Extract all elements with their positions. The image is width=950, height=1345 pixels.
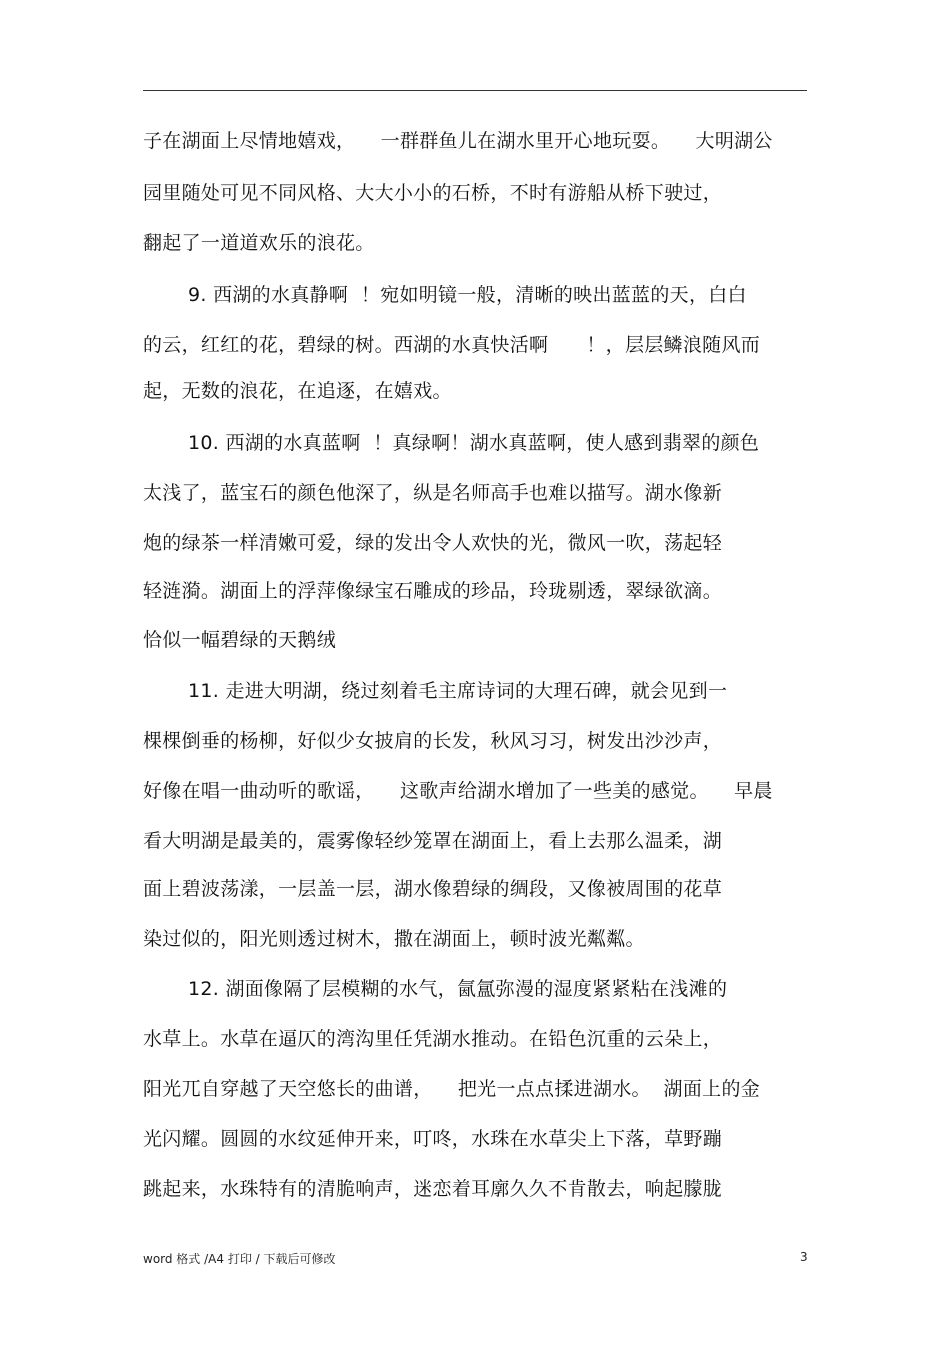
- text-line: 跳起来，水珠特有的清脆响声，迷恋着耳廓久久不肯散去，响起朦胧: [143, 1178, 723, 1200]
- text-line: 轻涟漪。湖面上的浮萍像绿宝石雕成的珍品，玲珑剔透，翠绿欲滴。: [143, 580, 723, 602]
- footer-note: word 格式 /A4 打印 / 下载后可修改: [143, 1252, 336, 1266]
- text-line: 面上碧波荡漾，一层盖一层，湖水像碧绿的绸段，又像被周围的花草: [143, 878, 723, 900]
- text-line: 看大明湖是最美的，震雾像轻纱笼罩在湖面上，看上去那么温柔，湖: [143, 830, 723, 852]
- text-line: 太浅了，蓝宝石的颜色他深了，纵是名师高手也难以描写。湖水像新: [143, 482, 723, 504]
- text-line: 染过似的，阳光则透过树木，撒在湖面上，顿时波光粼粼。: [143, 928, 645, 950]
- page-number: 3: [800, 1250, 808, 1264]
- text-line: 11. 走进大明湖，绕过刻着毛主席诗词的大理石碑，就会见到一: [188, 680, 728, 702]
- text-line: 的云，红红的花，碧绿的树。西湖的水真快活啊 ！，层层鳞浪随风而: [143, 334, 761, 356]
- text-line: 12. 湖面像隔了层模糊的水气，氤氲弥漫的湿度紧紧粘在浅滩的: [188, 978, 728, 1000]
- text-line: 园里随处可见不同风格、大大小小的石桥，不时有游船从桥下驶过，: [143, 182, 723, 204]
- text-line: 阳光兀自穿越了天空悠长的曲谱， 把光一点点揉进湖水。 湖面上的金: [143, 1078, 761, 1100]
- text-line: 子在湖面上尽情地嬉戏， 一群群鱼儿在湖水里开心地玩耍。 大明湖公: [143, 130, 773, 152]
- header-rule: [143, 90, 807, 91]
- text-line: 光闪耀。圆圆的水纹延伸开来，叮咚，水珠在水草尖上下落，草野蹦: [143, 1128, 723, 1150]
- text-line: 好像在唱一曲动听的歌谣， 这歌声给湖水增加了一些美的感觉。 早晨: [143, 780, 773, 802]
- text-line: 棵棵倒垂的杨柳，好似少女披肩的长发，秋风习习，树发出沙沙声，: [143, 730, 723, 752]
- text-line: 起，无数的浪花，在追逐，在嬉戏。: [143, 380, 452, 402]
- text-line: 炮的绿茶一样清嫩可爱，绿的发出令人欢快的光，微风一吹，荡起轻: [143, 532, 723, 554]
- text-line: 9. 西湖的水真静啊 ！宛如明镜一般，清晰的映出蓝蓝的天，白白: [188, 284, 747, 306]
- text-line: 水草上。水草在逼仄的湾沟里任凭湖水推动。在铅色沉重的云朵上，: [143, 1028, 723, 1050]
- text-line: 恰似一幅碧绿的天鹅绒: [143, 629, 337, 651]
- text-line: 翻起了一道道欢乐的浪花。: [143, 232, 375, 254]
- text-line: 10. 西湖的水真蓝啊 ！真绿啊！湖水真蓝啊，使人感到翡翠的颜色: [188, 432, 760, 454]
